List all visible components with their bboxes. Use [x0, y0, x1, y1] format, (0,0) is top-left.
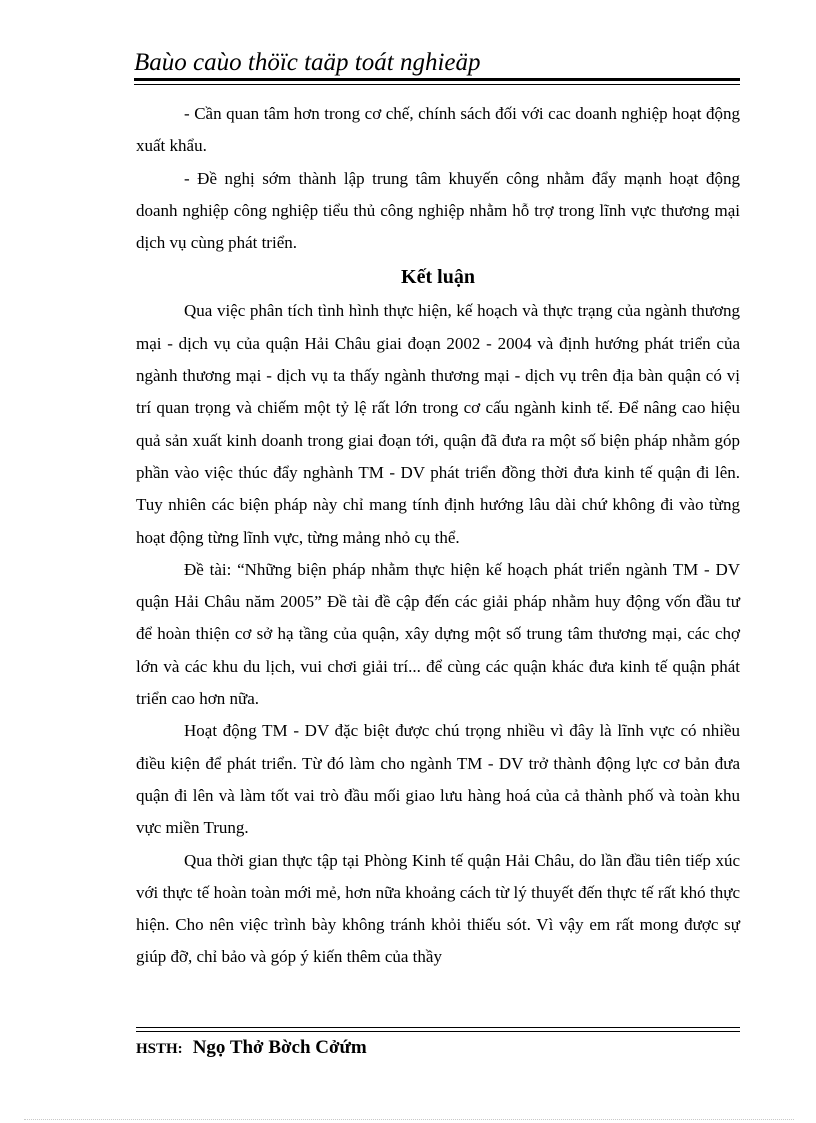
page-bottom-edge — [24, 1119, 794, 1120]
paragraph-conclusion-1: Qua việc phân tích tình hình thực hiện, kế hoạch và thực trạng của ngành thương mại - dịch vụ của quận Hải Châu giai đoạn 2002 - 2004 và định hướng phát triển của ngành thương mại - dịch vụ ta thấy ngành thương mại - dịch vụ trên địa bàn quận có vị trí quan trọng và chiếm một tỷ lệ rất lớn trong cơ cấu ngành kinh tế. Để nâng cao hiệu quả sản xuất kinh doanh trong giai đoạn tới, quận đã đưa ra một số biện pháp nhằm góp phần vào việc thúc đẩy nghành TM - DV phát triển đồng thời đưa kinh tế quận đi lên. Tuy nhiên các biện pháp này chỉ mang tính định hướng lâu dài chứ không đi vào từng hoạt động từng lĩnh vực, từng mảng nhỏ cụ thể. — [136, 301, 740, 547]
footer-rule-upper — [136, 1027, 740, 1028]
header-rule-thick — [134, 78, 740, 81]
paragraph-recommendation-2: - Đề nghị sớm thành lập trung tâm khuyến công nhằm đẩy mạnh hoạt động doanh nghiệp công nghiệp tiểu thủ công nghiệp nhằm hỗ trợ trong lĩnh vực thương mại dịch vụ cùng phát triển. — [136, 168, 740, 253]
footer-rule-lower — [136, 1031, 740, 1032]
document-body — [136, 98, 740, 974]
paragraph-conclusion-2: Đề tài: “Những biện pháp nhằm thực hiện kế hoạch phát triển ngành TM - DV quận Hải Châu năm 2005” Đề tài đề cập đến các giải pháp nhằm huy động vốn đầu tư để hoàn thiện cơ sở hạ tầng của quận, xây dựng một số trung tâm thương mại, các chợ lớn và các khu du lịch, vui chơi giải trí... để cùng các quận khác đưa kinh tế quận phát triển cao hơn nữa. — [136, 559, 740, 709]
footer — [136, 1037, 367, 1059]
paragraph-conclusion-3: Hoạt động TM - DV đặc biệt được chú trọng nhiều vì đây là lĩnh vực có nhiều điều kiện để phát triển. Từ đó làm cho ngành TM - DV trở thành động lực cơ bản đưa quận đi lên và làm tốt vai trò đầu mối giao lưu hàng hoá của cả thành phố và toàn khu vực miền Trung. — [136, 721, 740, 838]
header-rule-thin — [134, 84, 740, 85]
conclusion-heading: Kết luận — [401, 266, 475, 289]
footer-label: HSTH: — [136, 1041, 183, 1057]
paragraph-conclusion-4: Qua thời gian thực tập tại Phòng Kinh tế quận Hải Châu, do lần đầu tiên tiếp xúc với thực tế hoàn toàn mới mẻ, hơn nữa khoảng cách từ lý thuyết đến thực tế rất khó thực hiện. Cho nên việc trình bày không tránh khỏi thiếu sót. Vì vậy em rất mong được sự giúp đỡ, chỉ bảo và góp ý kiến thêm của thầy — [136, 850, 740, 967]
footer-author-name: Ngọ Thở Bờch Cởứm — [192, 1037, 367, 1058]
page-header-title: Baùo caùo thöïc taäp toát nghieäp — [134, 49, 481, 76]
paragraph-recommendation-1: - Cần quan tâm hơn trong cơ chế, chính sách đối với cac doanh nghiệp hoạt động xuất khẩu. — [136, 104, 740, 156]
